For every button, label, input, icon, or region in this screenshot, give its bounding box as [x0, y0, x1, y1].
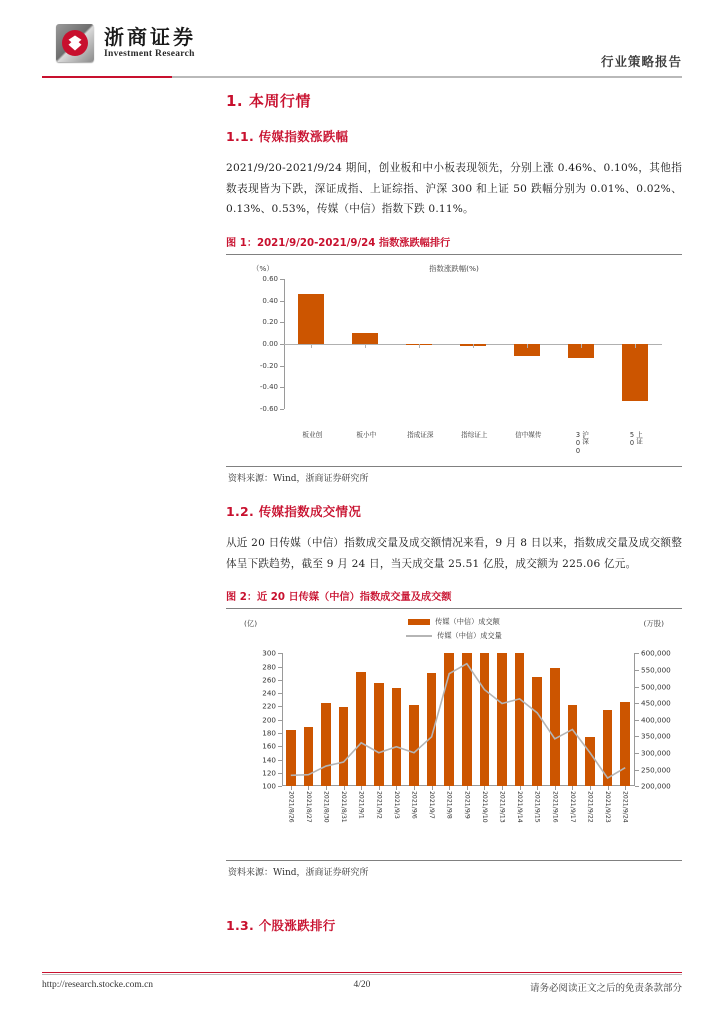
chart2-x-tick [326, 786, 327, 790]
header-divider-accent [42, 76, 172, 78]
chart1-x-tick [527, 344, 528, 348]
footer-divider-accent [42, 972, 682, 973]
chart2-right-tick [635, 703, 639, 704]
chart2-date-label: 2021/8/30 [322, 791, 330, 824]
chart2-right-tick-label: 200,000 [641, 781, 671, 791]
logo-swirl-icon [69, 36, 82, 51]
chart2-date-label: 2021/9/17 [568, 791, 576, 824]
chart1-category-label: 上证综指 [459, 430, 488, 438]
chart2-x-tick [467, 786, 468, 790]
page-header [0, 0, 724, 80]
chart2-left-tick-label: 140 [262, 755, 276, 765]
paragraph-1-2: 从近 20 日传媒（中信）指数成交量及成交额情况来看，9 月 8 日以来，指数成交量及成交额整体呈下跌趋势，截至 9 月 24 日，当天成交量 25.51 亿股，成交额为 225.06 亿元。 [226, 536, 682, 570]
chart2-right-tick-label: 550,000 [641, 665, 671, 675]
chart1-tick-label: -0.60 [259, 404, 278, 413]
chart1-x-tick [419, 344, 420, 348]
chart2-x-tick [414, 786, 415, 790]
chart1-category-label: 上证50 [628, 430, 643, 447]
chart2-right-tick [635, 770, 639, 771]
chart2-right-tick-label: 350,000 [641, 731, 671, 741]
chart1-tick-label: -0.20 [259, 361, 278, 370]
chart2-date-label: 2021/8/26 [287, 791, 295, 824]
chart2-left-tick-label: 160 [262, 741, 276, 751]
chart2-x-tick [502, 786, 503, 790]
chart2-left-tick-label: 280 [262, 662, 276, 672]
chart1-title: 指数涨跌幅(%) [429, 263, 479, 273]
footer-url[interactable]: http://research.stocke.com.cn [42, 980, 154, 990]
section-1-3-title: 1.3. 个股涨跌排行 [226, 918, 336, 934]
figure-1-source: 资料来源：Wind，浙商证券研究所 [228, 473, 369, 484]
chart2-left-tick-label: 240 [262, 688, 276, 698]
logo-company-name-en: Investment Research [104, 48, 195, 59]
chart1-category-label: 中小板 [354, 430, 376, 438]
chart1-x-tick [365, 344, 366, 348]
chart2-date-label: 2021/9/7 [428, 791, 436, 820]
zheshang-logo-icon [56, 24, 94, 62]
chart2-x-tick [432, 786, 433, 790]
chart1-x-tick [581, 344, 582, 348]
chart2-x-tick [291, 786, 292, 790]
chart2-right-tick [635, 786, 639, 787]
chart2-left-unit: (亿) [244, 619, 258, 629]
chart2-right-tick-label: 400,000 [641, 715, 671, 725]
logo-company-name-cn: 浙商证券 [104, 24, 196, 49]
chart1-tick-label: 0.40 [262, 296, 278, 305]
chart2-date-label: 2021/9/10 [480, 791, 488, 824]
chart1-bar [352, 333, 378, 344]
chart1-x-tick [473, 344, 474, 348]
chart2-x-tick [608, 786, 609, 790]
chart2-date-label: 2021/9/13 [498, 791, 506, 824]
chart2-right-tick-label: 250,000 [641, 765, 671, 775]
chart1-bar [298, 294, 324, 344]
legend-label-amount: 传媒（中信）成交额 [435, 617, 500, 627]
chart2-right-tick [635, 687, 639, 688]
legend-item-volume [406, 631, 502, 641]
chart2-x-tick [572, 786, 573, 790]
chart2-left-tick-label: 180 [262, 728, 276, 738]
chart2-date-label: 2021/9/14 [516, 791, 524, 824]
chart2-x-tick [590, 786, 591, 790]
chart2-date-label: 2021/8/31 [340, 791, 348, 824]
chart2-left-tick-label: 260 [262, 675, 276, 685]
chart2-date-label: 2021/9/8 [445, 791, 453, 820]
chart1-x-tick [311, 344, 312, 348]
chart2-right-tick-label: 500,000 [641, 682, 671, 692]
chart1-tick [280, 409, 284, 410]
chart2-x-tick [520, 786, 521, 790]
chart2-x-tick [308, 786, 309, 790]
chart2-right-unit: (万股) [643, 619, 664, 629]
chart2-right-tick [635, 720, 639, 721]
chart1-tick-label: 0.60 [262, 274, 278, 283]
document-type-label: 行业策略报告 [600, 54, 682, 69]
chart2-right-tick [635, 653, 639, 654]
chart2-date-label: 2021/9/24 [621, 791, 629, 824]
chart1-category-label: 创业板 [300, 430, 322, 438]
chart2-date-label: 2021/9/9 [463, 791, 471, 820]
chart2-right-tick [635, 670, 639, 671]
chart1-category-label: 沪深300 [574, 430, 589, 455]
chart2-x-tick [484, 786, 485, 790]
legend-label-volume: 传媒（中信）成交量 [437, 631, 502, 641]
chart1-plot-area [259, 274, 662, 455]
chart2-x-tick [361, 786, 362, 790]
document-content [226, 90, 682, 947]
chart1-bar [622, 344, 648, 401]
company-logo [56, 24, 196, 62]
chart2-right-tick-label: 300,000 [641, 748, 671, 758]
chart2-x-tick [449, 786, 450, 790]
chart2-right-tick [635, 736, 639, 737]
section-1-2-title: 1.2. 传媒指数成交情况 [226, 503, 362, 519]
chart1-category-label: 深证成指 [405, 430, 434, 438]
chart2-right-tick-label: 450,000 [641, 698, 671, 708]
chart2-left-tick-label: 120 [262, 768, 276, 778]
page-footer [0, 962, 724, 1024]
chart1-y-unit: （%） [252, 263, 274, 273]
chart2-date-label: 2021/9/3 [392, 791, 400, 820]
chart2-x-tick [396, 786, 397, 790]
chart2-left-tick-label: 100 [262, 781, 276, 791]
legend-bar-swatch-icon [408, 619, 430, 625]
figure-2-source: 资料来源：Wind，浙商证券研究所 [228, 868, 369, 879]
section-1-1-title: 1.1. 传媒指数涨跌幅 [226, 129, 349, 144]
chart2-x-tick [537, 786, 538, 790]
chart1-x-tick [635, 344, 636, 348]
chart2-x-tick [379, 786, 380, 790]
paragraph-1-1: 2021/9/20-2021/9/24 期间，创业板和中小板表现领先，分别上涨 0.46%、0.10%，其他指数表现皆为下跌，深证成指、上证综指、沪深 300 和上证 50 跌幅分别为 0.01%、0.02%、0.13%、0.53%，传媒（中信）指数下跌 0.11%。 [226, 162, 682, 216]
chart2-x-tick [555, 786, 556, 790]
chart2-date-label: 2021/9/16 [551, 791, 559, 824]
chart2-date-label: 2021/8/27 [304, 791, 312, 824]
chart2-volume-polyline [291, 664, 625, 778]
chart2-right-tick-label: 600,000 [641, 648, 671, 658]
chart1-bars [284, 279, 662, 409]
chart2-date-label: 2021/9/1 [357, 791, 365, 820]
legend-line-swatch-icon [406, 635, 432, 637]
chart2-plot-area [262, 648, 671, 824]
chart2-left-tick-label: 200 [262, 715, 276, 725]
index-change-bar-chart [226, 261, 682, 466]
chart1-tick-label: 0.20 [262, 318, 278, 327]
chart1-tick-label: 0.00 [262, 339, 278, 348]
section-1-title: 1. 本周行情 [226, 92, 311, 110]
chart2-right-tick [635, 753, 639, 754]
chart2-x-tick [344, 786, 345, 790]
footer-divider [42, 974, 682, 975]
chart2-left-tick-label: 220 [262, 701, 276, 711]
footer-disclaimer: 请务必阅读正文之后的免责条款部分 [529, 983, 682, 994]
chart2-date-label: 2021/9/2 [375, 791, 383, 820]
chart2-date-label: 2021/9/6 [410, 791, 418, 820]
turnover-combo-chart [226, 615, 682, 860]
chart2-date-label: 2021/9/15 [533, 791, 541, 824]
chart2-legend [226, 617, 682, 641]
legend-item-amount [408, 617, 500, 627]
chart2-volume-line [282, 653, 634, 786]
footer-page-number: 4/20 [353, 980, 371, 990]
chart1-tick-label: -0.40 [259, 383, 278, 392]
figure-1-caption: 图 1：2021/9/20-2021/9/24 指数涨跌幅排行 [226, 237, 451, 249]
chart2-date-label: 2021/9/23 [604, 791, 612, 824]
chart2-left-tick [278, 786, 282, 787]
figure-2-container [226, 608, 682, 860]
figure-2-caption: 图 2：近 20 日传媒（中信）指数成交量及成交额 [226, 592, 452, 604]
figure-1-container [226, 254, 682, 466]
chart1-category-label: 传媒中信 [513, 430, 542, 438]
chart2-x-tick [625, 786, 626, 790]
chart2-left-tick-label: 300 [262, 648, 276, 658]
chart2-date-label: 2021/9/22 [586, 791, 594, 824]
